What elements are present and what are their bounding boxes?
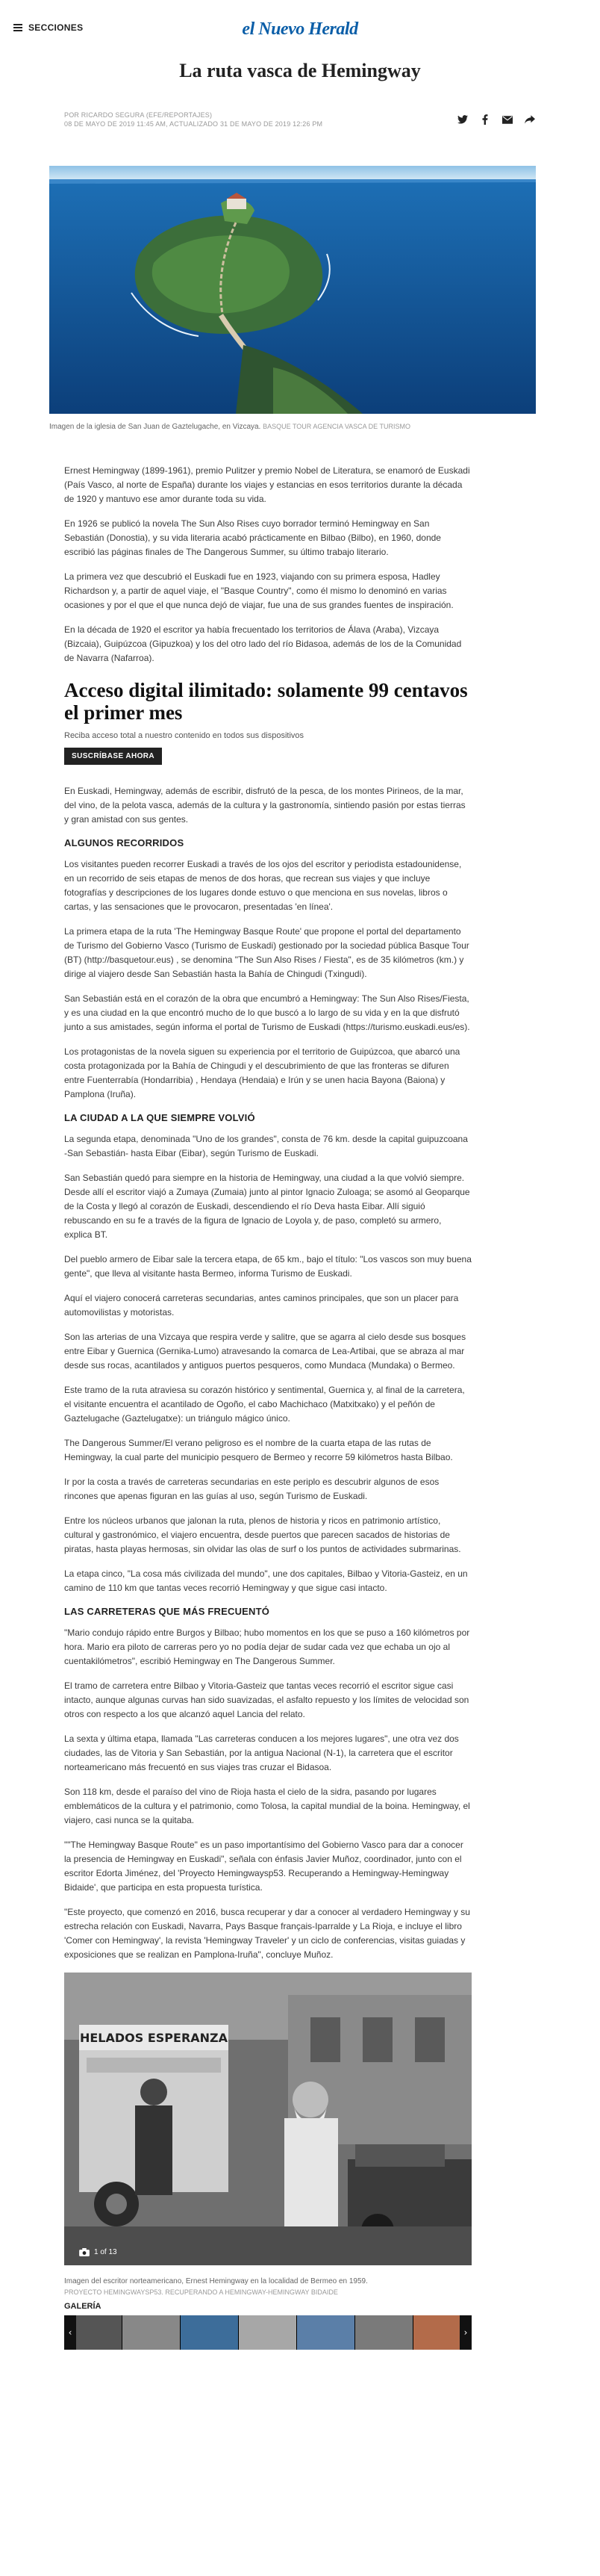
sections-menu-button[interactable] [13, 22, 83, 33]
gallery-thumb[interactable] [355, 2315, 413, 2350]
paragraph: Son 118 km, desde el paraíso del vino de Rioja hasta el cielo de la sidra, pasando por lugares emblemáticos de la cultura y el patrimonio, como Tolosa, la capital mundial de la boina. Hemingway, el viajero, casi nunca se la quitaba. [64, 1787, 470, 1825]
photo-counter [79, 2248, 117, 2256]
gaztelugatxe-photo [49, 166, 536, 414]
paragraph: Los protagonistas de la novela siguen su experiencia por el territorio de Guipúzcoa, que abarcó una costa protagonizada por la Bahía de Chingudi y el descubrimiento de que las fronteras se difuren entre Fuenterrabía (Hondarribia) , Hendaya (Hendaia) e Irún y se unen hacia Bayona (Baiona) y Pamplona (Iruña). [64, 1046, 460, 1099]
gallery-thumb[interactable] [239, 2315, 297, 2350]
chevron-right-icon: › [463, 2327, 468, 2338]
paragraph: ""The Hemingway Basque Route" es un paso importantísimo del Gobierno Vasco para dar a conocer la presencia de Hemingway en Euskadi", señala con énfasis Javier Muñoz, coordinador, junto con el escritor Edorta Jiménez, del 'Proyecto Hemingwaysp53. Recuperando a Hemingway-Hemingway Bidaide', que participa en esta propuesta turística. [64, 1840, 463, 1893]
article-meta [64, 111, 536, 140]
gallery-photo-credit: PROYECTO HEMINGWAYSP53. RECUPERANDO A HEMINGWAY-HEMINGWAY BIDAIDE [64, 2288, 338, 2296]
hemingway-bermeo-photo [64, 1973, 472, 2265]
paragraph: En Euskadi, Hemingway, además de escribir, disfrutó de la pesca, de los montes Pirineos, de la mar, del vino, de la pelota vasca, además de la cultura y la gastronomía, sintiendo pasión por estas tierras y gran amistad con sus gentes. [64, 786, 466, 825]
gallery-thumb[interactable] [297, 2315, 355, 2350]
paragraph: En la década de 1920 el escritor ya había frecuentado los territorios de Álava (Araba), Vizcaya (Bizcaia), Guipúzcoa (Gipuzkoa) y los del otro lado del río Bidasoa, además de los de la Comunidad de Navarra (Nafarroa). [64, 624, 462, 663]
promo-title: Acceso digital ilimitado: solamente 99 centavos el primer mes [64, 679, 468, 724]
facebook-icon[interactable] [479, 114, 491, 125]
subscription-promo [64, 679, 472, 765]
paragraph: Ir por la costa a través de carreteras secundarias en este periplo es descubrir algunos de esos rincones que apenas figuran en las guías al uso, según Turismo de Euskadi. [64, 1477, 440, 1501]
hero-credit: BASQUE TOUR AGENCIA VASCA DE TURISMO [263, 423, 411, 430]
paragraph: Son las arterias de una Vizcaya que respira verde y salitre, que se agarra al cielo desde sus bosques entre Eibar y Guernica (Gernika-Lumo) atravesando la comarca de Lea-Artibai, que se abraza al mar desde sus rocas, acantilados y antiguos puertos pesqueros, como Mundaca (Mundaka) o Bermeo. [64, 1332, 466, 1371]
gallery-next-button[interactable] [460, 2315, 472, 2350]
paragraph: Entre los núcleos urbanos que jalonan la ruta, plenos de historia y ricos en patrimonio artístico, cultural y gastronómico, el viajero encuentra, desde puertos que parecen sacados de historias de piratas, hasta playas hermosas, sin olvidar las olas de surf o los puntos de actividades subrmarinas. [64, 1515, 461, 1554]
page-title: La ruta vasca de Hemingway [179, 60, 421, 81]
hamburger-icon [13, 24, 22, 31]
share-bar [457, 114, 536, 125]
paragraph: La primera vez que descubrió el Euskadi fue en 1923, viajando con su primera esposa, Hadley Richardson y, a partir de aquel viaje, el "Basque Country", como él mismo lo denominó en varias ocasiones y por el que el que nunca dejó de viajar, fue una de sus grandes fuentes de inspiración. [64, 571, 454, 610]
paragraph: El tramo de carretera entre Bilbao y Vitoria-Gasteiz que tantas veces recorrió el escritor sigue casi intacto, aunque algunas curvas han sido suavizadas, el asfalto repuesto y los límites de velocidad son otros con respecto a los que alcanzó aquel Lancia del relato. [64, 1680, 469, 1719]
paragraph: La etapa cinco, "La cosa más civilizada del mundo", une dos capitales, Bilbao y Vitoria-Gasteiz, en un camino de 110 km que tantas veces recorrió Hemingway y que sigue casi intacto. [64, 1568, 468, 1593]
paragraph: En 1926 se publicó la novela The Sun Also Rises cuyo borrador terminó Hemingway en San Sebastián (Donostia), y su vida literaria acabó prácticamente en Bilbao (Bilbo), en 1960, donde escribió las páginas finales de The Dangerous Summer, su último trabajo literario. [64, 518, 441, 557]
twitter-icon[interactable] [457, 114, 469, 125]
paragraph: La segunda etapa, denominada "Uno de los grandes", consta de 76 km. desde la capital guipuzcoana -San Sebastián- hasta Eibar (Eibar), según Turismo de Euskadi. [64, 1134, 468, 1158]
share-icon[interactable] [524, 114, 536, 125]
byline: POR RICARDO SEGURA (EFE/REPORTAJES) [64, 111, 213, 119]
gallery-title: GALERÍA [64, 2302, 101, 2311]
chevron-left-icon: ‹ [68, 2327, 72, 2338]
hero-image [49, 166, 536, 414]
paragraph: "Mario condujo rápido entre Burgos y Bilbao; hubo momentos en los que se puso a 160 kilómetros por hora. Mario era piloto de carreras pero yo no podía dejar de sudar cada vez que echaba un ojo al cuentakilómetros", escribió Hemingway en The Dangerous Summer. [64, 1627, 470, 1666]
photo-counter-text: 1 of 13 [94, 2248, 117, 2256]
dateline: 08 DE MAYO DE 2019 11:45 AM, ACTUALIZADO 31 DE MAYO DE 2019 12:26 PM [64, 120, 323, 128]
gallery-thumb[interactable] [122, 2315, 181, 2350]
hero-caption-text: Imagen de la iglesia de San Juan de Gaztelugache, en Vizcaya. [49, 423, 261, 431]
camera-icon [79, 2248, 90, 2256]
paragraph: Los visitantes pueden recorrer Euskadi a través de los ojos del escritor y periodista estadounidense, en un recorrido de seis etapas de menos de dos horas, que recrean sus viajes y que incluye fotografías y descripciones de los lugares donde estuvo o que menciona en sus novelas, libros o cartas, y las sensaciones que le provocaron, presentadas 'en línea'. [64, 859, 462, 912]
article-body [64, 464, 472, 2296]
section-heading: LAS CARRETERAS QUE MÁS FRECUENTÓ [64, 1606, 270, 1617]
site-header [0, 0, 600, 58]
email-icon[interactable] [501, 114, 513, 125]
gallery-prev-button[interactable] [64, 2315, 76, 2350]
site-logo[interactable]: el Nuevo Herald [242, 19, 358, 39]
paragraph: Del pueblo armero de Eibar sale la tercera etapa, de 65 km., bajo el título: "Los vascos son muy buena gente", que lleva al visitante hasta Bermeo, informa Turismo de Euskadi. [64, 1254, 472, 1279]
paragraph: Aquí el viajero conocerá carreteras secundarias, antes caminos principales, que son un placer para automovilistas y motoristas. [64, 1293, 459, 1318]
paragraph: Ernest Hemingway (1899-1961), premio Pulitzer y premio Nobel de Literatura, se enamoró de Euskadi (País Vasco, al norte de España) durante los viajes y estancias en esos territorios durante la década de 1920 y mantuvo ese amor durante toda su vida. [64, 465, 470, 504]
paragraph: San Sebastián está en el corazón de la obra que encumbró a Hemingway: The Sun Also Rises/Fiesta, y es una ciudad en la que encontró mucho de lo que buscó a lo largo de su vida y en la que disfrutó junto a sus amistades, según informa el portal de Turismo de Euskadi (https://turismo.euskadi.eus/es). [64, 993, 470, 1032]
paragraph: La sexta y última etapa, llamada "Las carreteras conducen a los mejores lugares", une otra vez dos ciudades, las de Vitoria y San Sebastián, por la antigua Nacional (N-1), la carretera que el escritor norteamericano más frecuentó en sus viajes tras cruzar el Bidasoa. [64, 1734, 459, 1772]
cart-sign: HELADOS ESPERANZA [79, 2031, 228, 2045]
paragraph: Este tramo de la ruta atraviesa su corazón histórico y sentimental, Guernica y, al final de la carretera, el visitante encuentra el acantilado de Ogoño, el cabo Machichaco (Matxitxako) y el peñón de Gaztelugache (Gaztelugatxe): un triángulo mágico único. [64, 1385, 465, 1424]
paragraph: The Dangerous Summer/El verano peligroso es el nombre de la cuarta etapa de las rutas de Hemingway, la cual parte del municipio pesquero de Bermeo y recorre 59 kilómetros hasta Bilbao. [64, 1438, 453, 1462]
gallery-photo-caption: Imagen del escritor norteamericano, Ernest Hemingway en la localidad de Bermeo en 1959. [64, 2277, 368, 2285]
paragraph: La primera etapa de la ruta 'The Hemingway Basque Route' que propone el portal del departamento de Turismo del Gobierno Vasco (Turismo de Euskadi) gestionado por la sociedad pública Basque Tour (BT) (http://basquetour.eus) , se denomina "The Sun Also Rises / Fiesta", es de 35 kilómetros (km.) y dirige al viajero desde San Sebastián hasta la Bahía de Chingudi (Txingudi). [64, 926, 469, 979]
promo-subtitle: Reciba acceso total a nuestro contenido en todos sus dispositivos [64, 731, 304, 740]
hero-caption [49, 423, 536, 431]
gallery-thumb[interactable] [181, 2315, 239, 2350]
sections-menu-label: SECCIONES [28, 22, 84, 33]
gallery-photo[interactable] [64, 1973, 472, 2265]
gallery-strip [64, 2315, 472, 2350]
paragraph: "Este proyecto, que comenzó en 2016, busca recuperar y dar a conocer al verdadero Hemingway y su estrecha relación con Euskadi, Navarra, Pays Basque français-Iparralde y La Rioja, e incluye el libro 'Comer con Hemingway', la revista 'Hemingway Traveler' y un ciclo de conferencias, visitas guiadas y exposiciones que se realizan en Pamplona-Iruña", concluye Muñoz. [64, 1907, 470, 1960]
paragraph: San Sebastián quedó para siempre en la historia de Hemingway, una ciudad a la que volvió siempre. Desde allí el escritor viajó a Zumaya (Zumaia) junto al pintor Ignacio Zuloaga; se asomó al Geoparque de la Costa y llegó al corazón de Euskadi, descendiendo el río Deva hasta Eibar. Allí siguió rebuscando en su fe a través de la figura de Ignacio de Loyola y, de paso, completó su armero, explica BT. [64, 1173, 470, 1240]
section-heading: ALGUNOS RECORRIDOS [64, 837, 184, 848]
section-heading: LA CIUDAD A LA QUE SIEMPRE VOLVIÓ [64, 1112, 255, 1123]
subscribe-button[interactable]: SUSCRÍBASE AHORA [64, 748, 162, 765]
